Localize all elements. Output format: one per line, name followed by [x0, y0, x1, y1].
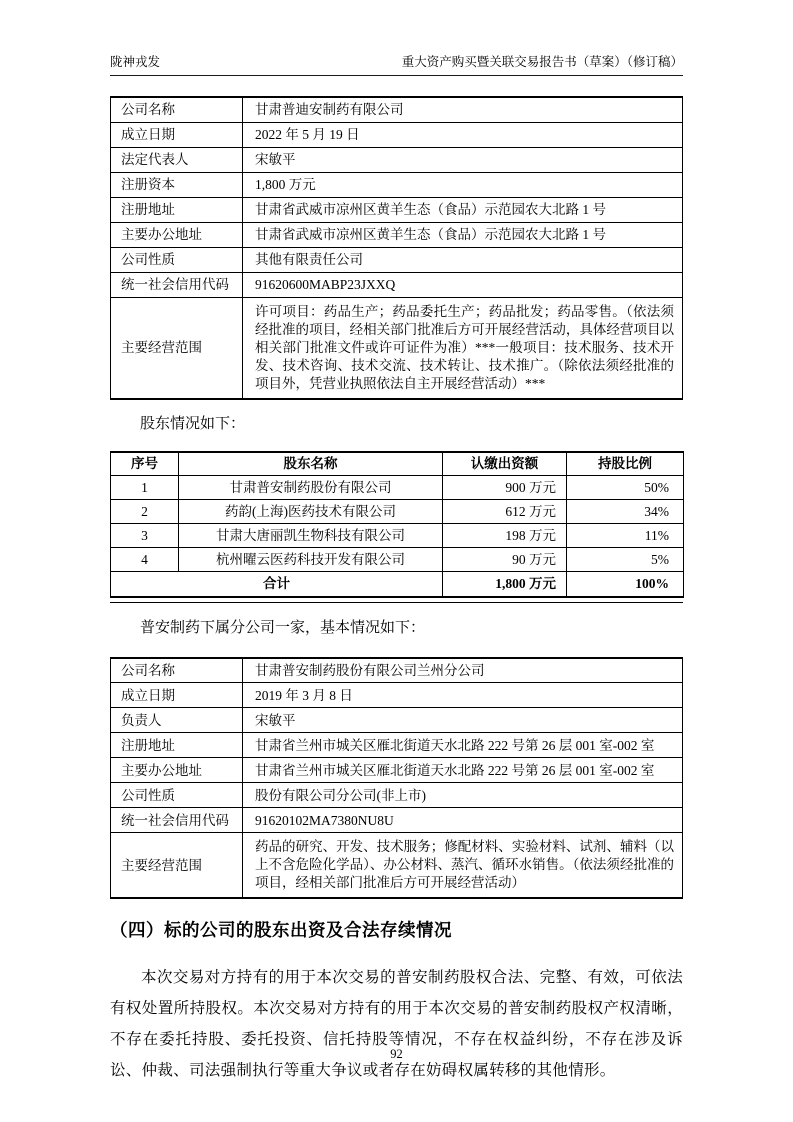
table-header-row — [111, 452, 684, 476]
info-value: 甘肃普迪安制药有限公司 — [243, 97, 683, 122]
total-label: 合计 — [111, 572, 443, 597]
table-row — [111, 247, 683, 272]
info-value: 甘肃普安制药股份有限公司兰州分公司 — [243, 658, 683, 683]
info-value: 91620102MA7380NU8U — [243, 808, 683, 833]
info-value: 1,800 万元 — [243, 172, 683, 197]
info-label: 主要经营范围 — [111, 833, 243, 899]
table-row — [111, 833, 683, 899]
info-value: 2022 年 5 月 19 日 — [243, 122, 683, 147]
shareholder-no: 2 — [111, 500, 179, 524]
table-row — [111, 97, 683, 122]
shareholder-amount: 900 万元 — [443, 476, 567, 500]
info-value: 2019 年 3 月 8 日 — [243, 683, 683, 708]
table-row — [111, 172, 683, 197]
info-label: 公司性质 — [111, 247, 243, 272]
shareholder-table-wrap — [110, 451, 683, 603]
info-label: 统一社会信用代码 — [111, 808, 243, 833]
branch-info-table — [110, 657, 683, 900]
shareholder-no: 4 — [111, 548, 179, 572]
info-label: 主要办公地址 — [111, 222, 243, 247]
info-label: 公司名称 — [111, 97, 243, 122]
table-row — [111, 222, 683, 247]
info-value: 其他有限责任公司 — [243, 247, 683, 272]
info-value: 许可项目：药品生产；药品委托生产；药品批发；药品零售。（依法须经批准的项目，经相关部门批准后方可开展经营活动，具体经营项目以相关部门批准文件或许可证件为准）***一般项目：技术服务、技术开发、技术咨询、技术交流、技术转让、技术推广。（除依法须经批准的项目外，凭营业执照依法自主开展经营活动）*** — [243, 297, 683, 399]
page-header — [110, 54, 683, 76]
info-value: 91620600MABP23JXXQ — [243, 272, 683, 297]
info-label: 主要经营范围 — [111, 297, 243, 399]
shareholder-name: 杭州曜云医药科技开发有限公司 — [179, 548, 443, 572]
shareholder-name: 甘肃普安制药股份有限公司 — [179, 476, 443, 500]
page-number: 92 — [390, 1047, 403, 1061]
table-row — [111, 683, 683, 708]
info-value: 甘肃省兰州市城关区雁北街道天水北路 222 号第 26 层 001 室-002 室 — [243, 758, 683, 783]
branch-intro-text: 普安制药下属分公司一家，基本情况如下： — [140, 619, 426, 636]
shareholder-no: 1 — [111, 476, 179, 500]
table-row — [111, 708, 683, 733]
table-row — [111, 122, 683, 147]
info-value: 甘肃省武威市凉州区黄羊生态（食品）示范园农大北路 1 号 — [243, 222, 683, 247]
info-value: 股份有限公司分公司(非上市) — [243, 783, 683, 808]
table-row — [111, 524, 684, 548]
info-value: 甘肃省兰州市城关区雁北街道天水北路 222 号第 26 层 001 室-002 室 — [243, 733, 683, 758]
shareholder-no: 3 — [111, 524, 179, 548]
section-heading: （四）标的公司的股东出资及合法存续情况 — [110, 920, 452, 940]
info-label: 注册资本 — [111, 172, 243, 197]
column-header: 股东名称 — [179, 452, 443, 476]
total-amount: 1,800 万元 — [443, 572, 567, 597]
info-label: 负责人 — [111, 708, 243, 733]
shareholder-amount: 612 万元 — [443, 500, 567, 524]
page-content — [110, 0, 683, 1086]
total-ratio: 100% — [567, 572, 684, 597]
info-value: 药品的研究、开发、技术服务；修配材料、实验材料、试剂、辅料（以上不含危险化学品）、办公材料、蒸汽、循环水销售。（依法须经批准的项目，经相关部门批准后方可开展经营活动） — [243, 833, 683, 899]
info-label: 公司性质 — [111, 783, 243, 808]
body-paragraph: 本次交易对方持有的用于本次交易的普安制药股权合法、完整、有效，可依法有权处置所持股权。本次交易对方持有的用于本次交易的普安制药股权产权清晰，不存在委托持股、委托投资、信托持股等情况，不存在权益纠纷，不存在涉及诉讼、仲裁、司法强制执行等重大争议或者存在妨碍权属转移的其他情形。 — [110, 969, 683, 1079]
shareholder-name: 甘肃大唐丽凯生物科技有限公司 — [179, 524, 443, 548]
header-left-title: 陇神戎发 — [110, 55, 161, 69]
shareholders-intro-text: 股东情况如下： — [140, 415, 246, 432]
table-row — [111, 783, 683, 808]
info-label: 法定代表人 — [111, 147, 243, 172]
info-value: 甘肃省武威市凉州区黄羊生态（食品）示范园农大北路 1 号 — [243, 197, 683, 222]
shareholder-amount: 198 万元 — [443, 524, 567, 548]
column-header: 持股比例 — [567, 452, 684, 476]
info-label: 统一社会信用代码 — [111, 272, 243, 297]
table-row — [111, 197, 683, 222]
table-row — [111, 658, 683, 683]
info-label: 成立日期 — [111, 122, 243, 147]
info-label: 注册地址 — [111, 733, 243, 758]
info-label: 成立日期 — [111, 683, 243, 708]
header-right-title: 重大资产购买暨关联交易报告书（草案）（修订稿） — [401, 55, 683, 69]
table-row — [111, 733, 683, 758]
shareholder-ratio: 50% — [567, 476, 684, 500]
info-value: 宋敏平 — [243, 708, 683, 733]
table-row — [111, 758, 683, 783]
info-label: 注册地址 — [111, 197, 243, 222]
info-value: 宋敏平 — [243, 147, 683, 172]
total-row — [111, 572, 684, 597]
table-row — [111, 548, 684, 572]
table-row — [111, 476, 684, 500]
shareholder-ratio: 11% — [567, 524, 684, 548]
table-row — [111, 147, 683, 172]
table-row — [111, 500, 684, 524]
table-row — [111, 808, 683, 833]
column-header: 认缴出资额 — [443, 452, 567, 476]
shareholder-name: 药韵(上海)医药技术有限公司 — [179, 500, 443, 524]
shareholder-table — [110, 451, 684, 598]
shareholder-amount: 90 万元 — [443, 548, 567, 572]
company-info-table — [110, 96, 683, 400]
info-label: 公司名称 — [111, 658, 243, 683]
table-row — [111, 272, 683, 297]
shareholder-ratio: 5% — [567, 548, 684, 572]
table-row — [111, 297, 683, 399]
info-label: 主要办公地址 — [111, 758, 243, 783]
column-header: 序号 — [111, 452, 179, 476]
shareholder-ratio: 34% — [567, 500, 684, 524]
